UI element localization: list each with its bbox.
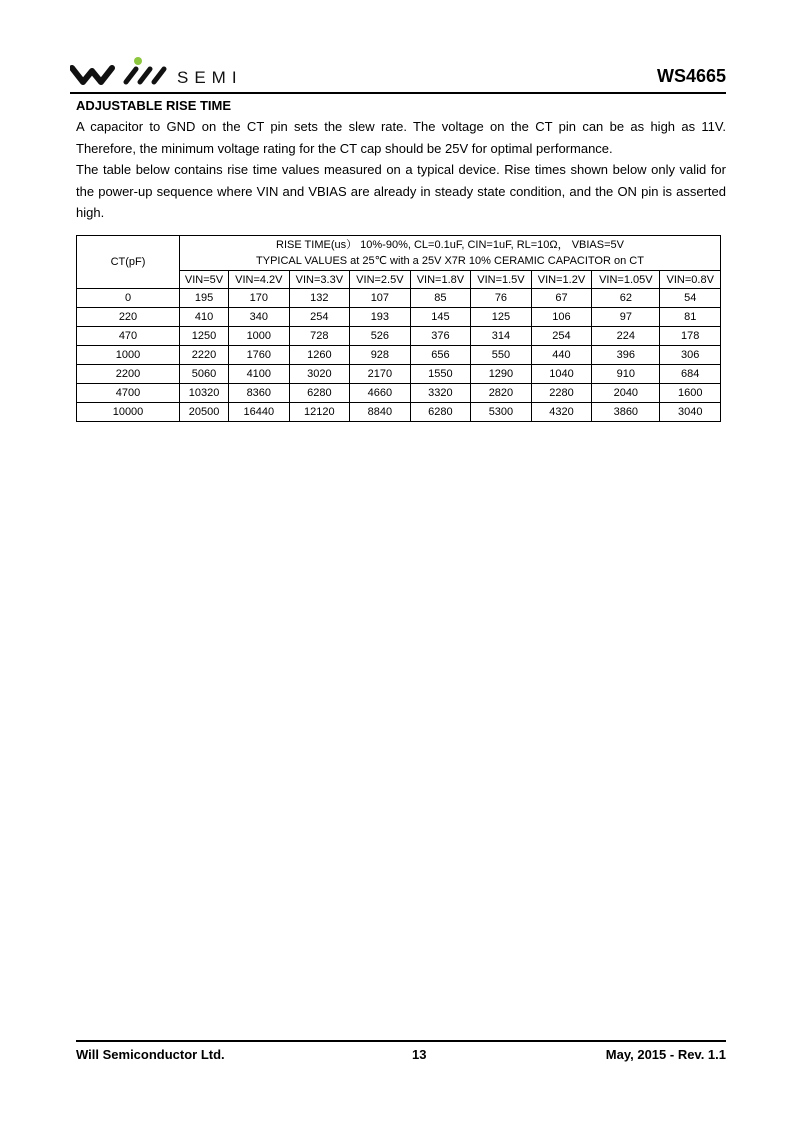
rise-time-cell: 12120 xyxy=(289,403,350,422)
rise-time-cell: 340 xyxy=(229,308,290,327)
rise-time-table-body xyxy=(77,289,721,422)
rise-time-cell: 8360 xyxy=(229,384,290,403)
conditions-line-2: TYPICAL VALUES at 25℃ with a 25V X7R 10% CERAMIC CAPACITOR on CT xyxy=(256,255,644,267)
rise-time-cell: 526 xyxy=(350,327,411,346)
rise-time-cell: 4100 xyxy=(229,365,290,384)
rise-time-cell: 4660 xyxy=(350,384,411,403)
rise-time-cell: 6280 xyxy=(410,403,471,422)
rise-time-cell: 1760 xyxy=(229,346,290,365)
footer-date-revision: May, 2015 - Rev. 1.1 xyxy=(605,1047,726,1062)
vin-header: VIN=5V xyxy=(180,271,229,289)
vin-header: VIN=2.5V xyxy=(350,271,411,289)
paragraph-1: A capacitor to GND on the CT pin sets the slew rate. The voltage on the CT pin can be as high as 11V. Therefore, the minimum voltage rating for the CT cap should be 25V for optimal performance. xyxy=(76,119,726,156)
ct-value-cell: 1000 xyxy=(77,346,180,365)
section-title: ADJUSTABLE RISE TIME xyxy=(76,98,232,113)
rise-time-cell: 3040 xyxy=(660,403,721,422)
rise-time-cell: 314 xyxy=(471,327,532,346)
vin-header: VIN=4.2V xyxy=(229,271,290,289)
table-row xyxy=(77,346,721,365)
table-row xyxy=(77,308,721,327)
rise-time-cell: 10320 xyxy=(180,384,229,403)
rise-time-cell: 5060 xyxy=(180,365,229,384)
table-row xyxy=(77,403,721,422)
table-row xyxy=(77,365,721,384)
rise-time-cell: 1290 xyxy=(471,365,532,384)
ct-value-cell: 220 xyxy=(77,308,180,327)
section-adjustable-rise-time xyxy=(76,98,726,224)
rise-time-cell: 132 xyxy=(289,289,350,308)
page-header xyxy=(70,56,726,96)
rise-time-cell: 254 xyxy=(289,308,350,327)
rise-time-cell: 1260 xyxy=(289,346,350,365)
table-row xyxy=(77,384,721,403)
rise-time-cell: 4320 xyxy=(531,403,592,422)
rise-time-cell: 728 xyxy=(289,327,350,346)
rise-time-cell: 3020 xyxy=(289,365,350,384)
rise-time-cell: 20500 xyxy=(180,403,229,422)
rise-time-cell: 97 xyxy=(592,308,660,327)
rise-time-cell: 170 xyxy=(229,289,290,308)
header-rule xyxy=(70,92,726,94)
paragraph-2: The table below contains rise time values measured on a typical device. Rise times shown below only valid for the power-up sequence where VIN and VBIAS are already in steady state condition, and the ON pin is asserted high. xyxy=(76,162,726,220)
rise-time-cell: 106 xyxy=(531,308,592,327)
rise-time-cell: 5300 xyxy=(471,403,532,422)
rise-time-cell: 684 xyxy=(660,365,721,384)
footer-company: Will Semiconductor Ltd. xyxy=(76,1047,225,1062)
rise-time-cell: 396 xyxy=(592,346,660,365)
rise-time-cell: 8840 xyxy=(350,403,411,422)
rise-time-cell: 125 xyxy=(471,308,532,327)
vin-header: VIN=1.8V xyxy=(410,271,471,289)
rise-time-cell: 656 xyxy=(410,346,471,365)
rise-time-cell: 550 xyxy=(471,346,532,365)
rise-time-cell: 178 xyxy=(660,327,721,346)
rise-time-cell: 2220 xyxy=(180,346,229,365)
rise-time-cell: 3320 xyxy=(410,384,471,403)
rise-time-cell: 224 xyxy=(592,327,660,346)
conditions-line-1: RISE TIME(us） 10%-90%, CL=0.1uF, CIN=1uF, RL=10Ω， VBIAS=5V xyxy=(276,239,624,251)
rise-time-cell: 1600 xyxy=(660,384,721,403)
rise-time-cell: 1040 xyxy=(531,365,592,384)
rise-time-cell: 306 xyxy=(660,346,721,365)
footer-page-number: 13 xyxy=(412,1047,427,1062)
rise-time-table xyxy=(76,235,721,422)
ct-header: CT(pF) xyxy=(77,236,180,289)
conditions-header xyxy=(180,236,721,271)
rise-time-cell: 254 xyxy=(531,327,592,346)
rise-time-cell: 928 xyxy=(350,346,411,365)
ct-value-cell: 4700 xyxy=(77,384,180,403)
rise-time-cell: 85 xyxy=(410,289,471,308)
vin-header: VIN=1.5V xyxy=(471,271,532,289)
rise-time-cell: 910 xyxy=(592,365,660,384)
footer-rule xyxy=(76,1040,726,1042)
vin-header: VIN=1.05V xyxy=(592,271,660,289)
rise-time-cell: 2280 xyxy=(531,384,592,403)
rise-time-cell: 81 xyxy=(660,308,721,327)
ct-value-cell: 10000 xyxy=(77,403,180,422)
rise-time-cell: 54 xyxy=(660,289,721,308)
ct-value-cell: 470 xyxy=(77,327,180,346)
vin-header: VIN=0.8V xyxy=(660,271,721,289)
rise-time-cell: 376 xyxy=(410,327,471,346)
table-row xyxy=(77,327,721,346)
rise-time-cell: 410 xyxy=(180,308,229,327)
rise-time-cell: 16440 xyxy=(229,403,290,422)
rise-time-cell: 1250 xyxy=(180,327,229,346)
ct-value-cell: 0 xyxy=(77,289,180,308)
rise-time-cell: 62 xyxy=(592,289,660,308)
rise-time-cell: 2040 xyxy=(592,384,660,403)
document-id: WS4665 xyxy=(656,66,726,86)
rise-time-cell: 440 xyxy=(531,346,592,365)
vin-header: VIN=3.3V xyxy=(289,271,350,289)
rise-time-cell: 145 xyxy=(410,308,471,327)
rise-time-cell: 1000 xyxy=(229,327,290,346)
rise-time-cell: 1550 xyxy=(410,365,471,384)
rise-time-cell: 2170 xyxy=(350,365,411,384)
rise-time-cell: 107 xyxy=(350,289,411,308)
rise-time-cell: 195 xyxy=(180,289,229,308)
rise-time-cell: 76 xyxy=(471,289,532,308)
rise-time-cell: 3860 xyxy=(592,403,660,422)
rise-time-cell: 193 xyxy=(350,308,411,327)
vin-header: VIN=1.2V xyxy=(531,271,592,289)
logo-text: SEMI xyxy=(177,68,243,87)
rise-time-cell: 2820 xyxy=(471,384,532,403)
ct-value-cell: 2200 xyxy=(77,365,180,384)
rise-time-cell: 6280 xyxy=(289,384,350,403)
rise-time-cell: 67 xyxy=(531,289,592,308)
table-row xyxy=(77,289,721,308)
